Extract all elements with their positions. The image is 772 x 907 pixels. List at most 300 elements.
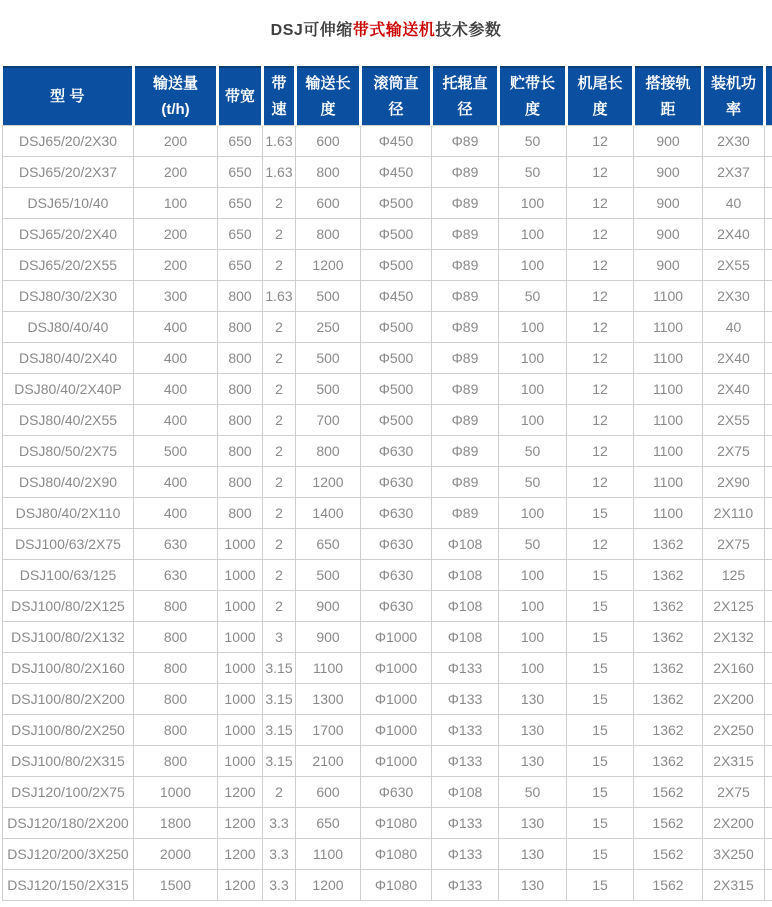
value-cell: Φ133 [432,808,499,839]
value-cell: 1000 [218,653,263,684]
value-cell: 2X40 [703,219,765,250]
value-cell: 100 [499,374,567,405]
value-cell: Φ1000 [361,653,432,684]
page-title [0,0,772,42]
value-cell: 2X110 [703,498,765,529]
title-highlight: 带式输送机 [352,22,436,39]
clipped-cell [765,312,772,343]
value-cell: 800 [296,436,361,467]
value-cell: 1200 [218,870,263,901]
value-cell: 2X75 [703,436,765,467]
model-cell: DSJ65/10/40 [3,188,134,219]
value-cell: 12 [567,281,634,312]
value-cell: Φ500 [361,312,432,343]
clipped-cell [765,126,772,157]
column-header-6: 托辊直 径 [432,67,499,126]
value-cell: 2100 [296,746,361,777]
header-row [3,67,772,126]
value-cell: 12 [567,250,634,281]
value-cell: Φ89 [432,498,499,529]
value-cell: 2X315 [703,746,765,777]
value-cell: 2 [263,250,296,281]
model-cell: DSJ120/100/2X75 [3,777,134,808]
table-row [3,188,772,219]
value-cell: 2 [263,312,296,343]
value-cell: Φ1080 [361,870,432,901]
table-row [3,219,772,250]
value-cell: 1200 [218,839,263,870]
clipped-cell [765,777,772,808]
value-cell: 1100 [634,343,703,374]
value-cell: 2X55 [703,250,765,281]
value-cell: 1300 [296,684,361,715]
value-cell: 1800 [134,808,218,839]
model-cell: DSJ100/80/2X160 [3,653,134,684]
value-cell: 1000 [218,560,263,591]
value-cell: 2X200 [703,808,765,839]
table-row [3,591,772,622]
value-cell: 650 [218,250,263,281]
table-row [3,343,772,374]
value-cell: Φ133 [432,870,499,901]
column-header-2: 带宽 [218,67,263,126]
value-cell: 1200 [296,250,361,281]
value-cell: 2X40 [703,374,765,405]
value-cell: 3.15 [263,653,296,684]
value-cell: Φ1080 [361,839,432,870]
value-cell: 15 [567,808,634,839]
clipped-cell [765,219,772,250]
model-cell: DSJ120/150/2X315 [3,870,134,901]
value-cell: 2X90 [703,467,765,498]
value-cell: 100 [499,622,567,653]
value-cell: 900 [296,591,361,622]
value-cell: 100 [499,591,567,622]
value-cell: 1100 [296,839,361,870]
value-cell: 500 [296,281,361,312]
clipped-cell [765,591,772,622]
table-row [3,622,772,653]
model-cell: DSJ100/80/2X250 [3,715,134,746]
model-cell: DSJ120/180/2X200 [3,808,134,839]
column-header-0: 型 号 [3,67,134,126]
value-cell: Φ89 [432,436,499,467]
value-cell: Φ1000 [361,622,432,653]
value-cell: 500 [134,436,218,467]
value-cell: 1200 [218,777,263,808]
table-row [3,374,772,405]
clipped-cell [765,188,772,219]
table-row [3,560,772,591]
spec-table [2,66,772,901]
value-cell: 800 [134,715,218,746]
table-row [3,405,772,436]
value-cell: 2 [263,343,296,374]
value-cell: Φ630 [361,467,432,498]
value-cell: 1400 [296,498,361,529]
value-cell: Φ450 [361,281,432,312]
value-cell: 400 [134,374,218,405]
value-cell: 800 [134,591,218,622]
value-cell: Φ133 [432,715,499,746]
value-cell: 800 [134,746,218,777]
column-header-9: 搭接轨 距 [634,67,703,126]
model-cell: DSJ65/20/2X37 [3,157,134,188]
value-cell: 900 [634,219,703,250]
value-cell: Φ133 [432,684,499,715]
value-cell: Φ108 [432,777,499,808]
value-cell: 40 [703,312,765,343]
value-cell: 1200 [296,467,361,498]
table-row [3,653,772,684]
value-cell: 1100 [634,498,703,529]
model-cell: DSJ80/40/2X55 [3,405,134,436]
value-cell: 130 [499,715,567,746]
value-cell: 800 [296,219,361,250]
value-cell: 130 [499,746,567,777]
value-cell: 1200 [218,808,263,839]
value-cell: 100 [134,188,218,219]
value-cell: 500 [296,343,361,374]
value-cell: 15 [567,715,634,746]
model-cell: DSJ100/80/2X125 [3,591,134,622]
value-cell: 2X250 [703,715,765,746]
value-cell: Φ630 [361,560,432,591]
model-cell: DSJ80/50/2X75 [3,436,134,467]
value-cell: 650 [296,808,361,839]
value-cell: 12 [567,374,634,405]
value-cell: 3.3 [263,839,296,870]
value-cell: 12 [567,219,634,250]
value-cell: 1.63 [263,281,296,312]
clipped-cell [765,715,772,746]
table-row [3,715,772,746]
model-cell: DSJ80/40/2X40 [3,343,134,374]
value-cell: 650 [218,219,263,250]
value-cell: Φ108 [432,560,499,591]
value-cell: 12 [567,405,634,436]
value-cell: 2X55 [703,405,765,436]
clipped-cell [765,560,772,591]
value-cell: Φ500 [361,250,432,281]
model-cell: DSJ80/40/2X90 [3,467,134,498]
value-cell: 800 [218,498,263,529]
value-cell: 3.15 [263,715,296,746]
value-cell: 200 [134,126,218,157]
value-cell: 40 [703,188,765,219]
value-cell: 900 [634,188,703,219]
clipped-cell [765,529,772,560]
value-cell: Φ89 [432,343,499,374]
value-cell: 2X125 [703,591,765,622]
value-cell: 500 [296,374,361,405]
clipped-cell [765,498,772,529]
value-cell: 800 [218,374,263,405]
value-cell: Φ133 [432,839,499,870]
value-cell: 15 [567,870,634,901]
value-cell: 1000 [218,746,263,777]
value-cell: 700 [296,405,361,436]
value-cell: 130 [499,684,567,715]
value-cell: 3.3 [263,808,296,839]
value-cell: 12 [567,436,634,467]
value-cell: 1000 [218,529,263,560]
value-cell: Φ89 [432,157,499,188]
value-cell: 900 [634,157,703,188]
value-cell: 800 [134,622,218,653]
value-cell: 800 [134,684,218,715]
value-cell: 130 [499,870,567,901]
value-cell: 50 [499,126,567,157]
clipped-cell [765,157,772,188]
model-cell: DSJ120/200/3X250 [3,839,134,870]
column-header-clipped [765,67,772,126]
column-header-7: 贮带长 度 [499,67,567,126]
value-cell: Φ89 [432,188,499,219]
value-cell: 1362 [634,746,703,777]
value-cell: 100 [499,312,567,343]
value-cell: 2 [263,591,296,622]
value-cell: 650 [296,529,361,560]
clipped-cell [765,467,772,498]
value-cell: 650 [218,188,263,219]
value-cell: 2X200 [703,684,765,715]
value-cell: 1100 [634,374,703,405]
value-cell: 2000 [134,839,218,870]
value-cell: 2X315 [703,870,765,901]
value-cell: 1000 [218,591,263,622]
value-cell: 1500 [134,870,218,901]
model-cell: DSJ65/20/2X30 [3,126,134,157]
value-cell: 15 [567,777,634,808]
value-cell: 12 [567,343,634,374]
clipped-cell [765,622,772,653]
table-row [3,312,772,343]
value-cell: 3 [263,622,296,653]
value-cell: Φ500 [361,405,432,436]
value-cell: Φ89 [432,250,499,281]
model-cell: DSJ100/80/2X132 [3,622,134,653]
column-header-8: 机尾长 度 [567,67,634,126]
value-cell: 3.3 [263,870,296,901]
value-cell: 100 [499,188,567,219]
value-cell: Φ450 [361,157,432,188]
table-row [3,870,772,901]
table-row [3,808,772,839]
title-prefix: DSJ可伸缩 [270,22,353,39]
value-cell: Φ108 [432,622,499,653]
value-cell: 1100 [634,467,703,498]
value-cell: 50 [499,777,567,808]
value-cell: 3X250 [703,839,765,870]
value-cell: 900 [634,126,703,157]
value-cell: 2 [263,467,296,498]
value-cell: 2 [263,529,296,560]
model-cell: DSJ80/40/2X40P [3,374,134,405]
value-cell: 2 [263,777,296,808]
value-cell: Φ108 [432,529,499,560]
table-row [3,126,772,157]
value-cell: 100 [499,560,567,591]
value-cell: 900 [634,250,703,281]
model-cell: DSJ100/80/2X315 [3,746,134,777]
value-cell: 2X132 [703,622,765,653]
value-cell: 630 [134,560,218,591]
value-cell: 100 [499,343,567,374]
value-cell: 400 [134,405,218,436]
value-cell: 1200 [296,870,361,901]
value-cell: Φ1000 [361,746,432,777]
value-cell: 12 [567,529,634,560]
clipped-cell [765,839,772,870]
value-cell: 1100 [634,312,703,343]
value-cell: 50 [499,467,567,498]
value-cell: 900 [296,622,361,653]
value-cell: 1362 [634,653,703,684]
model-cell: DSJ80/30/2X30 [3,281,134,312]
value-cell: Φ450 [361,126,432,157]
table-row [3,436,772,467]
value-cell: 50 [499,157,567,188]
value-cell: 3.15 [263,746,296,777]
clipped-cell [765,343,772,374]
value-cell: 130 [499,839,567,870]
value-cell: 100 [499,653,567,684]
clipped-cell [765,250,772,281]
table-container [0,66,772,901]
table-row [3,498,772,529]
value-cell: 15 [567,839,634,870]
value-cell: 1562 [634,870,703,901]
value-cell: 2X30 [703,281,765,312]
value-cell: 15 [567,622,634,653]
value-cell: Φ108 [432,591,499,622]
value-cell: 1362 [634,529,703,560]
value-cell: Φ89 [432,374,499,405]
table-row [3,684,772,715]
value-cell: Φ630 [361,529,432,560]
value-cell: 12 [567,126,634,157]
value-cell: Φ89 [432,312,499,343]
value-cell: 800 [296,157,361,188]
value-cell: 1562 [634,839,703,870]
value-cell: Φ1080 [361,808,432,839]
value-cell: 600 [296,126,361,157]
value-cell: Φ89 [432,405,499,436]
value-cell: 50 [499,281,567,312]
value-cell: 1562 [634,777,703,808]
clipped-cell [765,684,772,715]
table-row [3,467,772,498]
column-header-4: 输送长 度 [296,67,361,126]
value-cell: 15 [567,653,634,684]
value-cell: 3.15 [263,684,296,715]
value-cell: Φ500 [361,374,432,405]
model-cell: DSJ100/80/2X200 [3,684,134,715]
value-cell: Φ133 [432,746,499,777]
value-cell: 12 [567,188,634,219]
value-cell: 800 [218,343,263,374]
value-cell: 2X75 [703,529,765,560]
value-cell: 400 [134,498,218,529]
table-header [3,67,772,126]
value-cell: 130 [499,808,567,839]
clipped-cell [765,436,772,467]
value-cell: 300 [134,281,218,312]
value-cell: 2 [263,188,296,219]
clipped-cell [765,281,772,312]
clipped-cell [765,405,772,436]
value-cell: 100 [499,250,567,281]
value-cell: 1100 [296,653,361,684]
value-cell: Φ630 [361,591,432,622]
value-cell: 800 [218,281,263,312]
value-cell: 12 [567,467,634,498]
value-cell: Φ1000 [361,684,432,715]
value-cell: 800 [218,405,263,436]
table-row [3,839,772,870]
column-header-1: 输送量 (t/h) [134,67,218,126]
value-cell: 2 [263,436,296,467]
value-cell: 100 [499,498,567,529]
value-cell: Φ89 [432,467,499,498]
value-cell: 200 [134,250,218,281]
value-cell: Φ500 [361,188,432,219]
value-cell: 125 [703,560,765,591]
value-cell: Φ1000 [361,715,432,746]
model-cell: DSJ100/63/2X75 [3,529,134,560]
model-cell: DSJ100/63/125 [3,560,134,591]
value-cell: 2X160 [703,653,765,684]
clipped-cell [765,374,772,405]
column-header-3: 带 速 [263,67,296,126]
model-cell: DSJ80/40/40 [3,312,134,343]
value-cell: 1362 [634,591,703,622]
value-cell: 1100 [634,436,703,467]
model-cell: DSJ80/40/2X110 [3,498,134,529]
value-cell: 630 [134,529,218,560]
value-cell: 1.63 [263,157,296,188]
value-cell: Φ630 [361,777,432,808]
value-cell: 400 [134,467,218,498]
value-cell: 800 [134,653,218,684]
value-cell: 15 [567,498,634,529]
value-cell: 2 [263,405,296,436]
value-cell: 1362 [634,715,703,746]
value-cell: 600 [296,777,361,808]
value-cell: 1362 [634,684,703,715]
value-cell: 1700 [296,715,361,746]
value-cell: 100 [499,219,567,250]
column-header-5: 滚筒直 径 [361,67,432,126]
value-cell: 2 [263,560,296,591]
value-cell: 2 [263,498,296,529]
table-row [3,250,772,281]
value-cell: 650 [218,157,263,188]
clipped-cell [765,870,772,901]
value-cell: Φ89 [432,219,499,250]
value-cell: Φ133 [432,653,499,684]
model-cell: DSJ65/20/2X55 [3,250,134,281]
value-cell: 15 [567,684,634,715]
value-cell: 1362 [634,560,703,591]
value-cell: 12 [567,157,634,188]
value-cell: 1362 [634,622,703,653]
value-cell: 1000 [134,777,218,808]
value-cell: 100 [499,405,567,436]
value-cell: 600 [296,188,361,219]
value-cell: 400 [134,312,218,343]
